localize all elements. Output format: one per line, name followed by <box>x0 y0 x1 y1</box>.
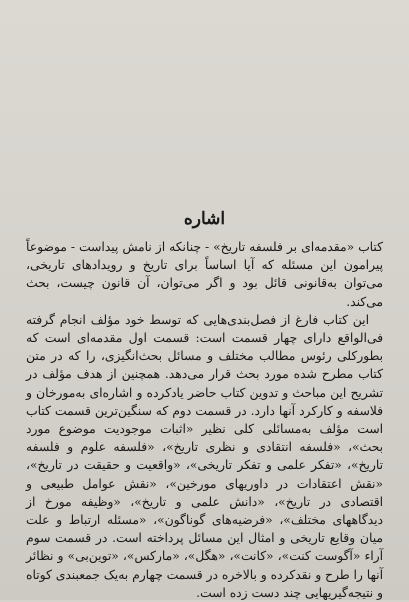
section-heading: اشاره <box>183 209 226 229</box>
paragraph-structure: این کتاب فارغ از فصل‌بندی‌هایی که توسط خود مؤلف انجام گرفته فی‌الواقع دارای چهار قسمت است: قسمت اول مقدمه‌ای است که بطورکلی رئوس مطالب مختلف و مسائل بحث‌انگیزی، را که در متن کتاب مطرح شده مورد بحث قرار می‌دهد. همچنین از هدف مؤلف در تشریح این مباحث و تدوین کتاب حاضر یادکرده و اشاره‌ای به‌مورخان و فلاسفه و کارکرد آنها دارد. در قسمت دوم که سنگین‌ترین قسمت کتاب است مؤلف به‌مسائلی کلی نظیر «اثبات موجودیت موضوع مورد بحث»، «فلسفه انتقادی و نظری تاریخ»، «فلسفه علوم و فلسفه تاریخ»، «تفکر علمی و تفکر تاریخی»، «واقعیت و حقیقت در تاریخ»، «نقش اعتقادات در داوریهای مورخین»، «نقش عوامل طبیعی و اقتصادی در تاریخ»، «دانش علمی و تاریخ»، «وظیفه مورخ از دیدگاههای مختلف»، «فرضیه‌های گوناگون»، «مسئله ارتباط و علت میان وقایع تاریخی و امثال این مسائل پرداخته است. در قسمت سوم آراء «آگوست کنت»، «کانت»، «هگل»، «مارکس»، «توین‌بی» و نظائر آنها را طرح و نقدکرده و بالاخره در قسمت چهارم به‌یک جمعبندی کوتاه و نتیجه‌گیریهایی چند دست زده است. <box>26 312 383 600</box>
paragraph-intro: کتاب «مقدمه‌ای بر فلسفه تاریخ» - چنانکه از نامش پیداست - موضوعاً پیرامون این مسئله که آیا اساساً برای تاریخ و رویدادهای تاریخی، می‌توان به‌قانونی قائل بود و اگر می‌توان، آن قانون چیست، بحث می‌کند. <box>26 240 383 309</box>
body-text <box>26 238 383 602</box>
